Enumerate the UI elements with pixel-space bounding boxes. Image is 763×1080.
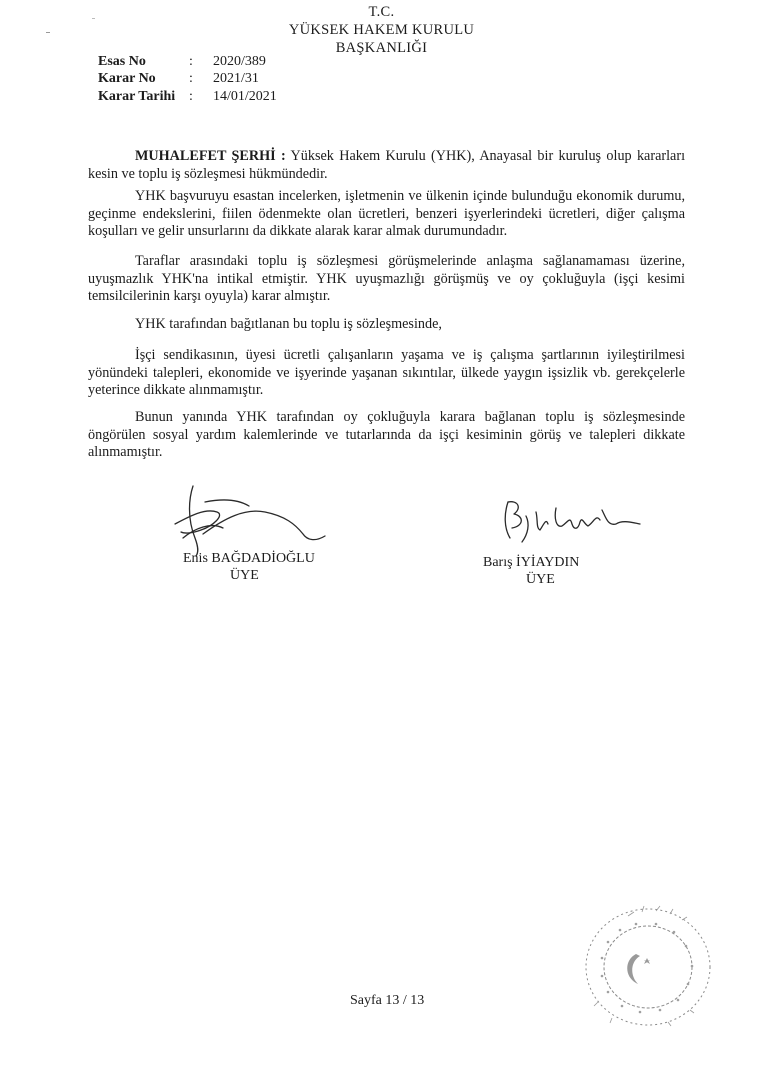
paragraph-social-aid: [88, 409, 685, 462]
signer-right-title: ÜYE: [526, 572, 555, 587]
signer-right-name: Barış İYİAYDIN: [483, 555, 580, 570]
dissent-heading: MUHALEFET ŞERHİ :: [135, 148, 286, 164]
karar-tarihi-value: 14/01/2021: [213, 89, 277, 104]
karar-no-separator: :: [189, 71, 193, 86]
header-tc: T.C.: [368, 4, 395, 20]
header-office: BAŞKANLIĞI: [335, 40, 428, 56]
karar-no-value: 2021/31: [213, 71, 259, 86]
paragraph-contract-intro-text: YHK tarafından bağıtlanan bu toplu iş sözleşmesinde,: [135, 316, 442, 332]
scan-mark: [46, 32, 50, 33]
paragraph-union-demands: [88, 347, 685, 400]
official-seal-stamp: [578, 902, 718, 1032]
esas-no-label: Esas No: [98, 54, 146, 69]
dissent-intro-text: Yüksek Hakem Kurulu (YHK), Anayasal bir kuruluş olup kararları kesin ve toplu iş sözleşmesi hükmündedir.: [88, 148, 686, 182]
paragraph-social-aid-text: Bunun yanında YHK tarafından oy çokluğuyla karara bağlanan toplu iş sözleşmesinde öngörülen sosyal yardım kalemlerinde ve tutarlarında da işçi kesiminin görüş ve talepleri dikkate alınmamıştır.: [88, 409, 685, 461]
paragraph-dissent-intro: [88, 148, 685, 183]
signature-left-image: [165, 478, 335, 558]
paragraph-yhk-review-text: YHK başvuruyu esastan incelerken, işletmenin ve ülkenin içinde bulunduğu ekonomik durumu, geçinme endekslerini, fiilen ödenmekte olan ücretleri, benzeri işyerlerindeki ücretleri, diğer çalışma koşulları ve gelir unsurlarını da dikkate alarak karar almak durumundadır.: [88, 188, 685, 240]
paragraph-yhk-review: [88, 188, 685, 241]
karar-no-label: Karar No: [98, 71, 156, 86]
karar-tarihi-label: Karar Tarihi: [98, 89, 176, 104]
paragraph-negotiations: [88, 253, 685, 306]
signer-left-name: Enis BAĞDADİOĞLU: [183, 551, 315, 566]
karar-tarihi-separator: :: [189, 89, 193, 104]
page-number: Sayfa 13 / 13: [350, 993, 425, 1008]
paragraph-union-demands-text: İşçi sendikasının, üyesi ücretli çalışanların yaşama ve iş çalışma şartlarının iyileştirilmesi yönündeki talepleri, ekonomide ve işyerinde yaşanan sıkıntılar, ülkede yaygın işsizlik vb. gerekçelerle yeterince dikkate alınmamıştır.: [88, 347, 685, 399]
header-institution: YÜKSEK HAKEM KURULU: [288, 22, 475, 38]
paragraph-negotiations-text: Taraflar arasındaki toplu iş sözleşmesi görüşmelerinde anlaşma sağlanamaması üzerine, uyuşmazlık YHK'na intikal etmiştir. YHK uyuşmazlığı görüşmüş ve oy çokluğuyla (işçi kesimi temsilcilerinin karşı oyuyla) karar almıştır.: [88, 253, 685, 305]
esas-no-value: 2020/389: [213, 54, 266, 69]
scan-mark: [92, 18, 95, 19]
signature-right-image: [490, 494, 650, 546]
esas-no-separator: :: [189, 54, 193, 69]
signer-left-title: ÜYE: [230, 568, 259, 583]
paragraph-contract-intro: [88, 316, 685, 334]
